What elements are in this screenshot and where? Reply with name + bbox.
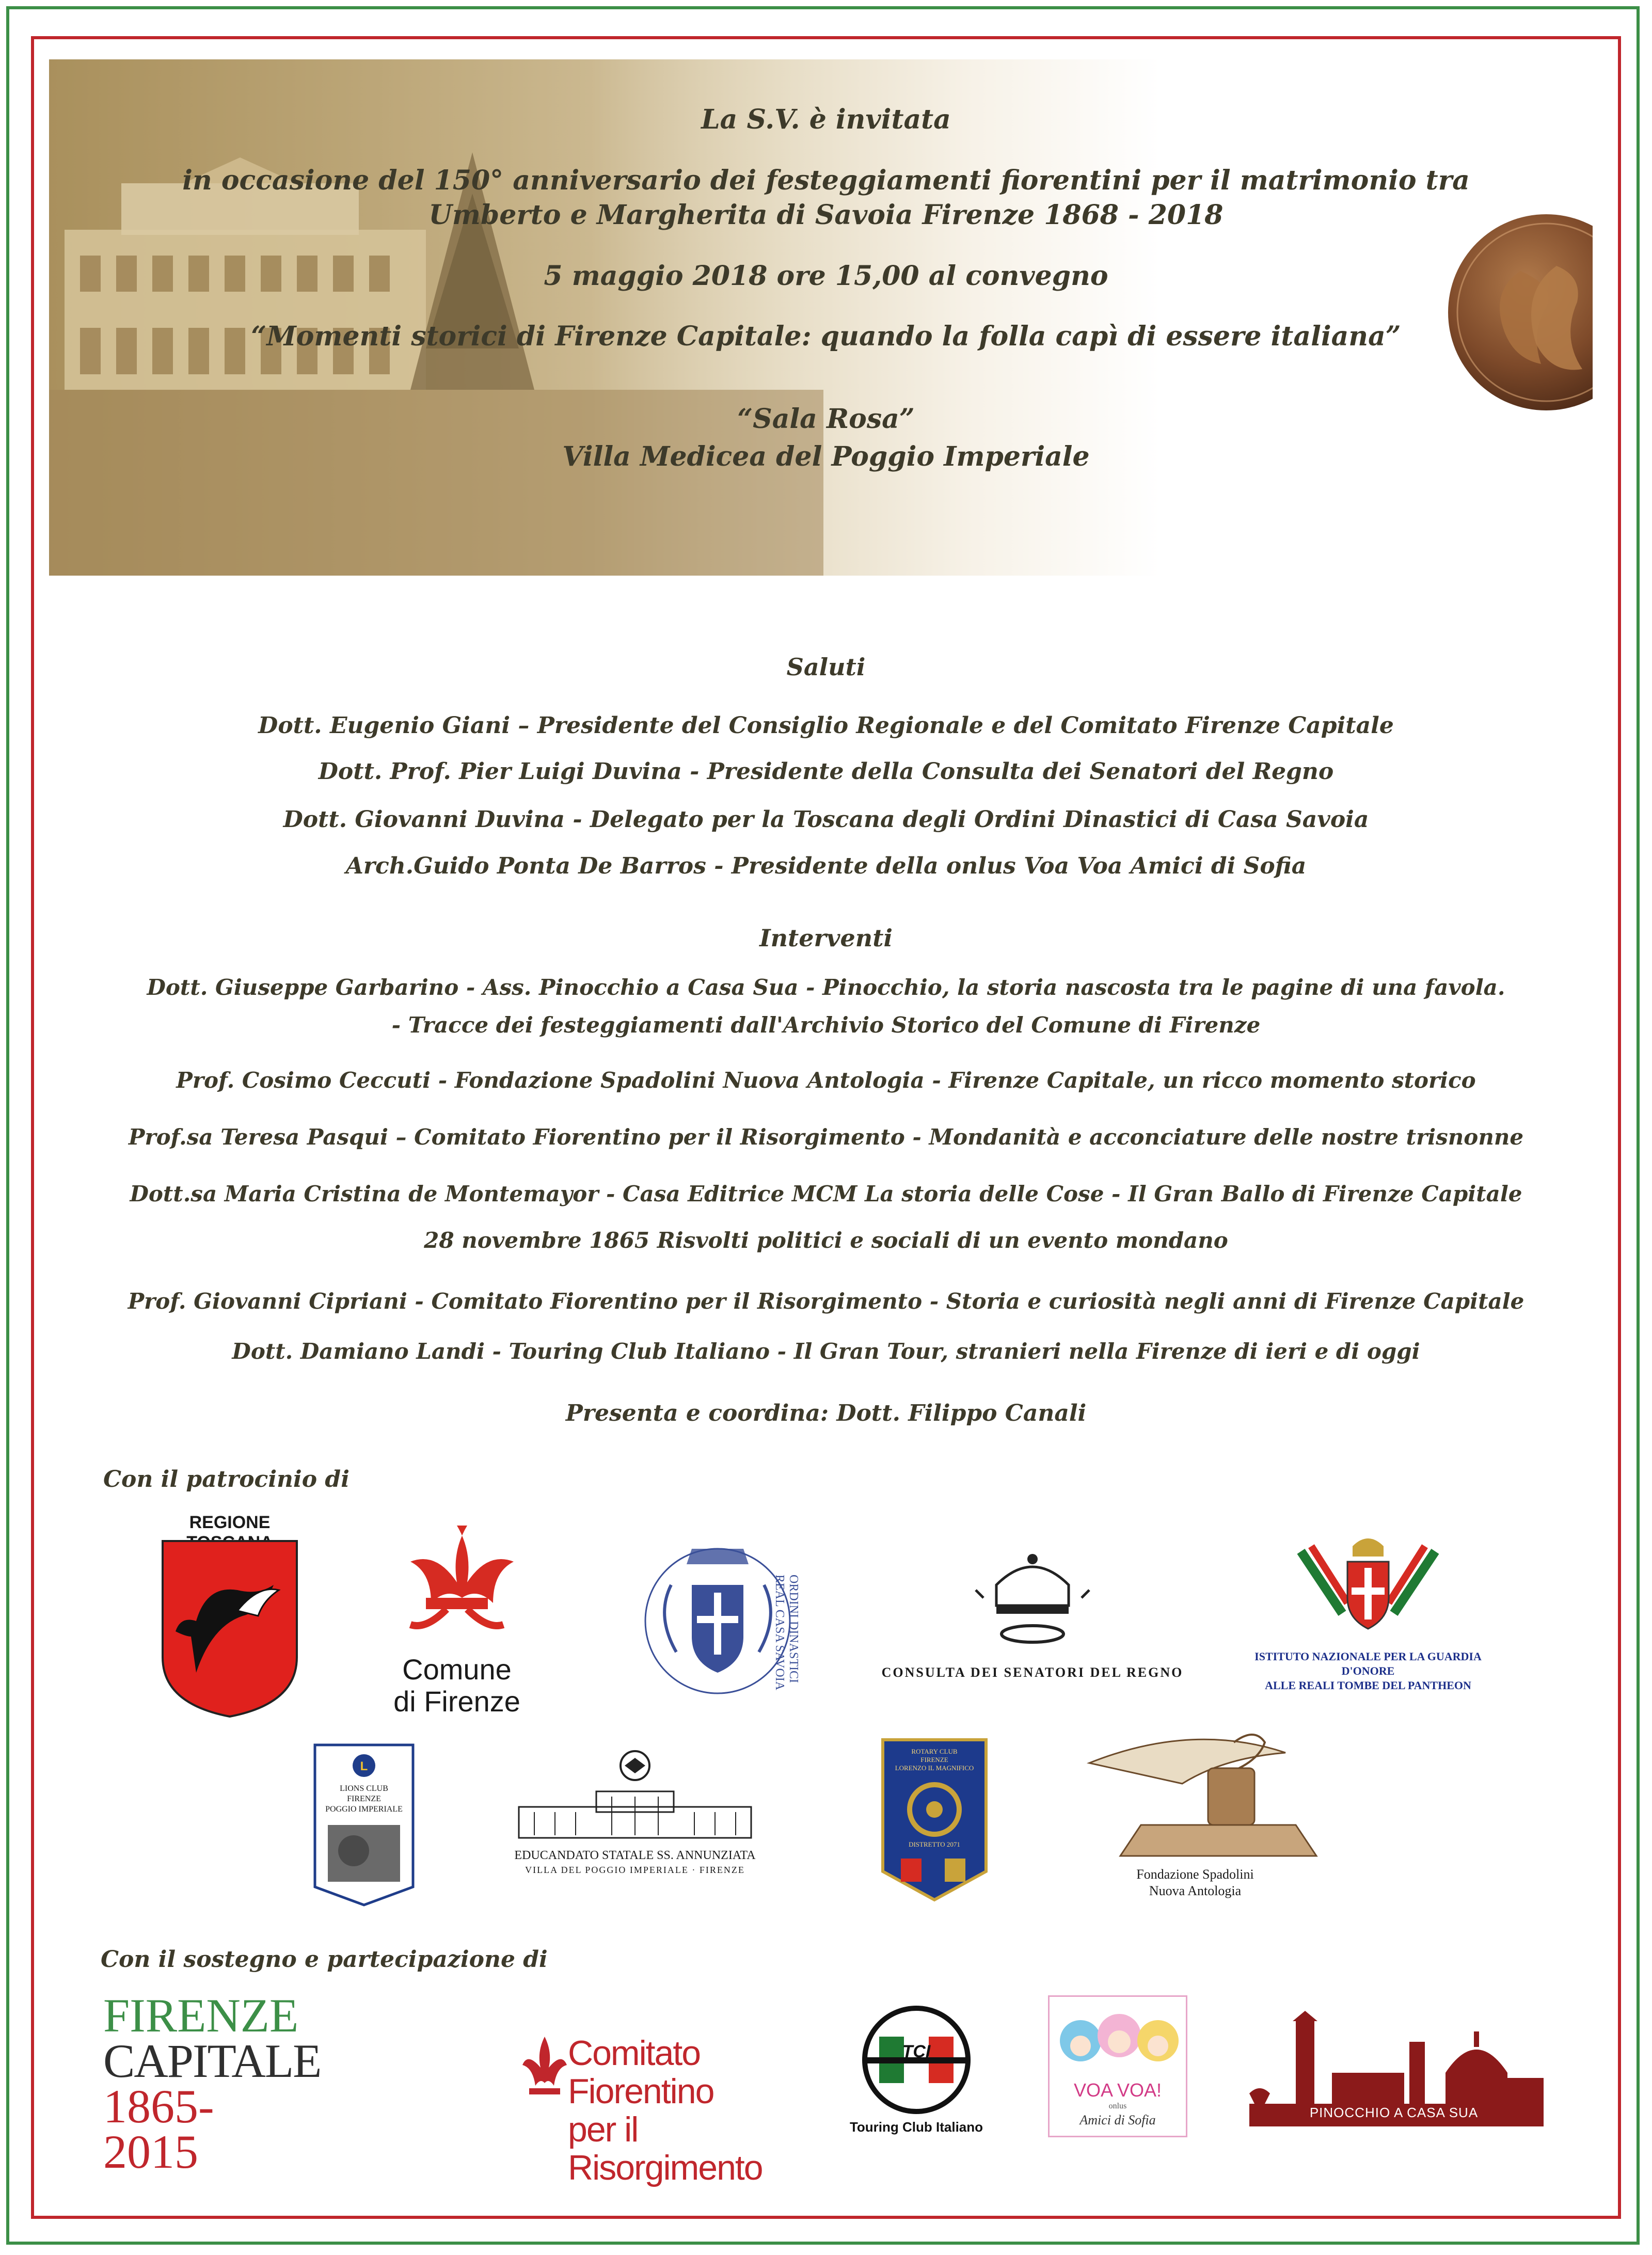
flags-crest-icon — [1291, 1531, 1446, 1644]
voa-voa-logo: VOA VOA! onlus Amici di Sofia — [1048, 1995, 1187, 2137]
quill-inkwell-icon — [1079, 1722, 1368, 1877]
regione-toscana-logo: REGIONE — [155, 1513, 305, 1719]
children-faces-icon — [1055, 2005, 1184, 2072]
touring-club-logo: TCI Touring Club Italiano — [834, 2006, 999, 2140]
educandato-logo: EDUCANDATO STATALE SS. ANNUNZIATA VILLA DEL POGGIO IMPERIALE · FIRENZE — [514, 1745, 756, 1879]
lions-club-logo: L LIONS CLUB FIRENZE POGGIO IMPERIALE — [312, 1742, 416, 1908]
svg-text:L: L — [360, 1759, 368, 1773]
pinocchio-casa-sua-logo: PINOCCHIO A CASA SUA — [1239, 2011, 1549, 2135]
occasion-line-1: in occasione del 150° anniversario dei festeggiamenti fiorentini per il matrimonio tra — [182, 165, 1470, 196]
venue-place: Villa Medicea del Poggio Imperiale — [562, 441, 1090, 472]
crown-icon — [965, 1549, 1100, 1647]
sostegno-heading: Con il sostegno e partecipazione di — [101, 1946, 548, 1973]
presenter-line: Presenta e coordina: Dott. Filippo Canali — [565, 1400, 1087, 1426]
comune-firenze-logo: Comune di Firenze — [390, 1520, 524, 1717]
lions-pennant-icon — [312, 1742, 416, 1908]
header-banner — [49, 59, 1593, 576]
interventi-item: Dott. Giuseppe Garbarino - Ass. Pinocchio a Casa Sua - Pinocchio, la storia nascosta tra le pagine di una favola. — [147, 975, 1505, 1000]
saluti-heading: Saluti — [786, 653, 866, 681]
villa-photo — [49, 59, 823, 576]
fondazione-spadolini-logo: Fondazione Spadolini Nuova Antologia — [1079, 1722, 1368, 1928]
venue-room: “Sala Rosa” — [737, 403, 915, 435]
giglio-icon — [390, 1520, 524, 1649]
interventi-item: Dott. Damiano Landi - Touring Club Italiano - Il Gran Tour, stranieri nella Firenze di ieri e di oggi — [232, 1339, 1420, 1364]
giglio-red-icon — [521, 2034, 568, 2111]
invite-line: La S.V. è invitata — [701, 104, 951, 135]
rotary-club-logo: ROTARY CLUB FIRENZE LORENZO IL MAGNIFICO DISTRETTO 2071 — [880, 1737, 989, 1902]
consulta-senatori-logo: CONSULTA DEI SENATORI DEL REGNO — [862, 1549, 1203, 1693]
interventi-item: Prof.sa Teresa Pasqui – Comitato Fiorentino per il Risorgimento - Mondanità e acconciature delle nostre trisnonne — [128, 1124, 1524, 1150]
patrocinio-heading: Con il patrocinio di — [103, 1466, 350, 1492]
medal-image — [1443, 209, 1593, 416]
interventi-heading: Interventi — [759, 924, 893, 952]
firenze-capitale-logo: FIRENZE CAPITALE 1865-2015 — [103, 1989, 321, 2178]
occasion-line-2: Umberto e Margherita di Savoia Firenze 1868 - 2018 — [428, 199, 1224, 231]
regione-shield-icon — [160, 1538, 299, 1719]
saluti-item: Dott. Prof. Pier Luigi Duvina - Presidente della Consulta dei Senatori del Regno — [318, 758, 1334, 785]
educandato-building-icon — [514, 1745, 756, 1843]
conference-title: “Momenti storici di Firenze Capitale: quando la folla capì di essere italiana” — [251, 321, 1401, 352]
saluti-item: Dott. Giovanni Duvina - Delegato per la Toscana degli Ordini Dinastici di Casa Savoia — [283, 806, 1369, 833]
ordini-dinastici-logo: ORDINI DINASTICI REAL CASA SAVOIA — [609, 1523, 826, 1709]
saluti-item: Arch.Guido Ponta De Barros - Presidente della onlus Voa Voa Amici di Sofia — [345, 853, 1307, 879]
interventi-item: 28 novembre 1865 Risvolti politici e sociali di un evento mondano — [424, 1228, 1228, 1253]
saluti-item: Dott. Eugenio Giani – Presidente del Consiglio Regionale e del Comitato Firenze Capitale — [258, 712, 1394, 739]
date-line: 5 maggio 2018 ore 15,00 al convegno — [544, 260, 1108, 292]
istituto-nazionale-logo: ISTITUTO NAZIONALE PER LA GUARDIA D'ONORE ALLE REALI TOMBE DEL PANTHEON — [1239, 1531, 1497, 1696]
interventi-item: Dott.sa Maria Cristina de Montemayor - Casa Editrice MCM La storia delle Cose - Il Gran Ballo di Firenze Capitale — [130, 1181, 1522, 1206]
interventi-item: Prof. Cosimo Ceccuti - Fondazione Spadolini Nuova Antologia - Firenze Capitale, un ricco momento storico — [176, 1068, 1476, 1093]
interventi-item: Prof. Giovanni Cipriani - Comitato Fiorentino per il Risorgimento - Storia e curiosità negli anni di Firenze Capitale — [128, 1289, 1524, 1314]
comitato-fiorentino-logo: Comitato Fiorentino per il Risorgimento — [521, 2019, 800, 2132]
interventi-item: - Tracce dei festeggiamenti dall'Archivio Storico del Comune di Firenze — [391, 1012, 1261, 1038]
